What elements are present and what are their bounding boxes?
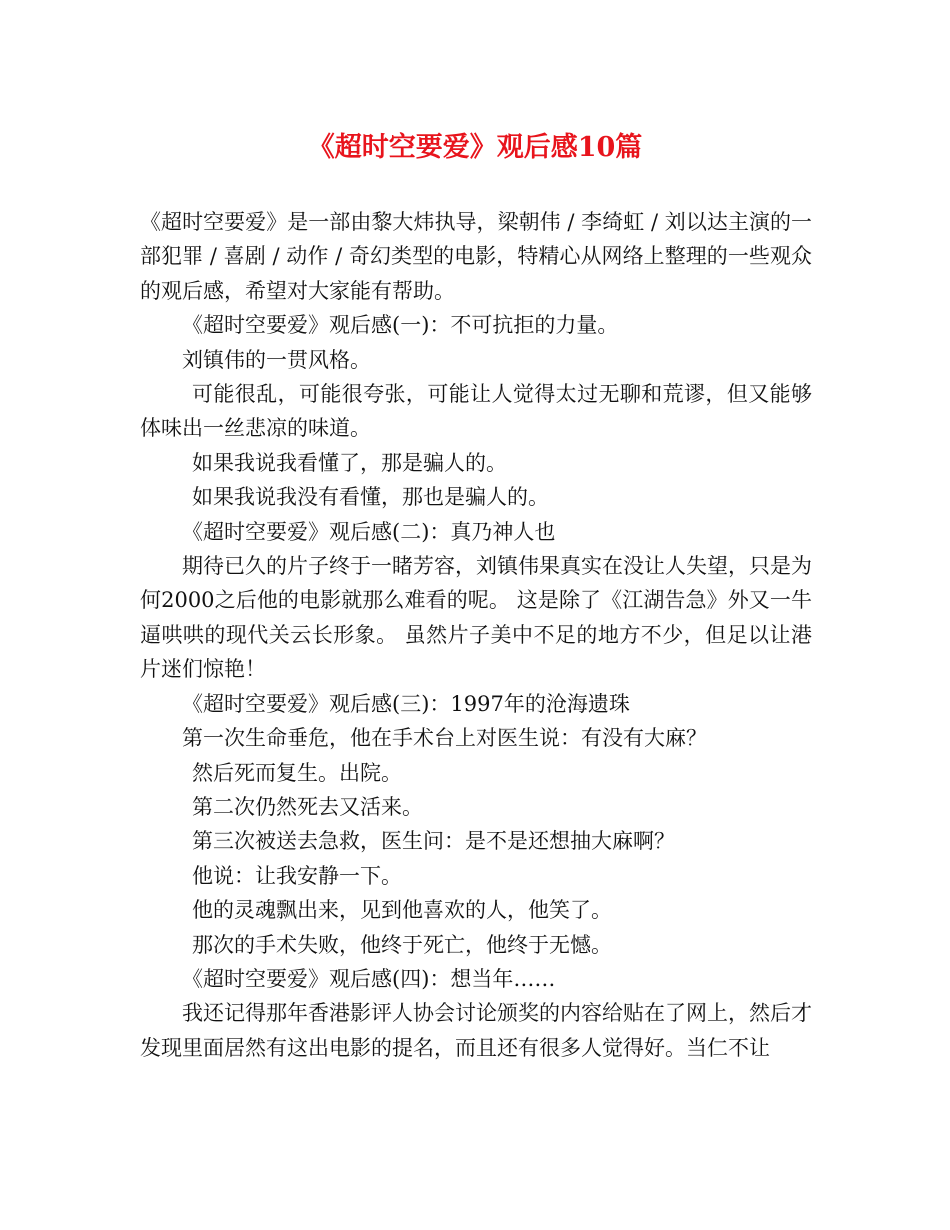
body-paragraph: 他的灵魂飘出来，见到他喜欢的人，他笑了。	[192, 898, 612, 923]
body-paragraph: 我还记得那年香港影评人协会讨论颁奖的内容给贴在了网上，然后才发现里面居然有这出电影的提名，而且还有很多人觉得好。当仁不让	[140, 1001, 812, 1060]
body-paragraph: 第一次生命垂危，他在手术台上对医生说：有没有大麻？	[182, 726, 707, 751]
intro-paragraph: 《超时空要爱》是一部由黎大炜执导，梁朝伟 / 李绮虹 / 刘以达主演的一部犯罪 / 喜剧 / 动作 / 奇幻类型的电影，特精心从网络上整理的一些观众的观后感，希望对大家能有帮助。	[140, 210, 812, 303]
body-paragraph: 第二次仍然死去又活来。	[192, 794, 423, 819]
body-paragraph: 刘镇伟的一贯风格。	[182, 347, 371, 372]
body-paragraph: 第三次被送去急救，医生问：是不是还想抽大麻啊？	[192, 829, 675, 854]
document-body	[140, 205, 812, 1065]
review-heading-1: 《超时空要爱》观后感(一)：不可抗拒的力量。	[182, 313, 619, 338]
review-heading-2: 《超时空要爱》观后感(二)：真乃神人也	[182, 519, 556, 544]
review-heading-4: 《超时空要爱》观后感(四)：想当年……	[182, 966, 556, 991]
body-paragraph: 那次的手术失败，他终于死亡，他终于无憾。	[192, 932, 612, 957]
body-paragraph: 可能很乱，可能很夸张，可能让人觉得太过无聊和荒谬，但又能够体味出一丝悲凉的味道。	[140, 382, 812, 441]
body-paragraph: 期待已久的片子终于一睹芳容，刘镇伟果真实在没让人失望，只是为何2000之后他的电影就那么难看的呢。 这是除了《江湖告急》外又一牛逼哄哄的现代关云长形象。 虽然片子美中不足的地方不少，但足以让港片迷们惊艳！	[140, 554, 812, 682]
body-paragraph: 如果我说我没有看懂，那也是骗人的。	[192, 485, 549, 510]
document-title: 《超时空要爱》观后感10篇	[307, 132, 643, 163]
body-paragraph: 如果我说我看懂了，那是骗人的。	[192, 450, 507, 475]
review-heading-3: 《超时空要爱》观后感(三)：1997年的沧海遗珠	[182, 691, 630, 716]
body-paragraph: 然后死而复生。出院。	[192, 760, 402, 785]
body-paragraph: 他说：让我安静一下。	[192, 863, 402, 888]
